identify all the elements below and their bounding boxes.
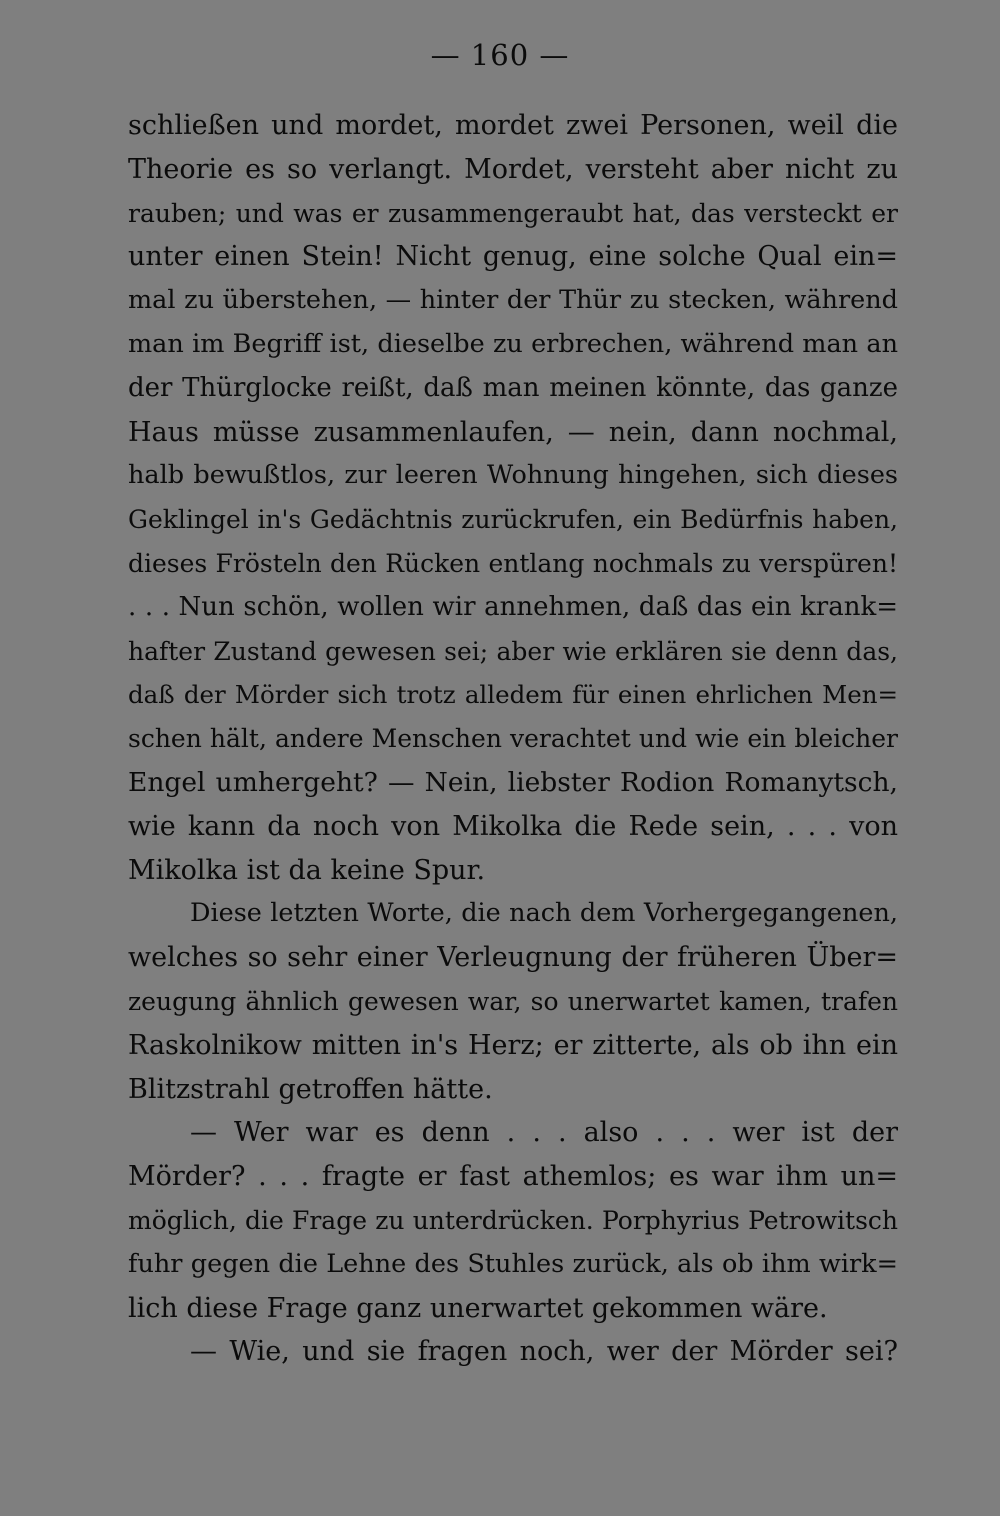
text-line: schließen und mordet, mordet zwei Personen, weil die <box>128 110 898 141</box>
text-line: möglich, die Frage zu unterdrücken. Porphyrius Petrowitsch <box>128 1205 898 1235</box>
text-line: hafter Zustand gewesen sei; aber wie erklären sie denn das, <box>128 636 898 666</box>
text-line: Geklingel in's Gedächtnis zurückrufen, ein Bedürfnis haben, <box>128 505 898 535</box>
text-line: Mörder? . . . fragte er fast athemlos; es war ihm un= <box>128 1161 898 1193</box>
text-line: Mikolka ist da keine Spur. <box>128 854 486 886</box>
text-line: halb bewußtlos, zur leeren Wohnung hingehen, sich dieses <box>128 460 898 491</box>
body-text <box>128 104 898 1374</box>
text-line: Diese letzten Worte, die nach dem Vorhergegangenen, <box>190 898 898 929</box>
text-line: . . . Nun schön, wollen wir annehmen, daß das ein krank= <box>128 591 898 622</box>
text-line: Blitzstrahl getroffen hätte. <box>128 1073 493 1105</box>
text-line: unter einen Stein! Nicht genug, eine solche Qual ein= <box>128 241 898 273</box>
text-line: wie kann da noch von Mikolka die Rede sein, . . . von <box>128 810 898 842</box>
text-line: daß der Mörder sich trotz alledem für einen ehrlichen Men= <box>128 680 898 710</box>
text-line: Raskolnikow mitten in's Herz; er zitterte, als ob ihn ein <box>128 1029 898 1061</box>
text-line: der Thürglocke reißt, daß man meinen könnte, das ganze <box>128 372 898 403</box>
text-line: man im Begriff ist, dieselbe zu erbrechen, während man an <box>128 328 898 359</box>
text-line: schen hält, andere Menschen verachtet und wie ein bleicher <box>128 724 898 754</box>
text-line: lich diese Frage ganz unerwartet gekommen wäre. <box>128 1292 828 1324</box>
text-line: — Wie, und sie fragen noch, wer der Mörder sei? <box>190 1336 898 1368</box>
text-line: Theorie es so verlangt. Mordet, versteht aber nicht zu <box>128 153 898 185</box>
text-line: zeugung ähnlich gewesen war, so unerwartet kamen, trafen <box>128 986 898 1016</box>
text-line: welches so sehr einer Verleugnung der früheren Über= <box>128 942 898 974</box>
text-line: fuhr gegen die Lehne des Stuhles zurück, als ob ihm wirk= <box>128 1248 898 1279</box>
text-line: — Wer war es denn . . . also . . . wer ist der <box>190 1117 898 1149</box>
text-line: Haus müsse zusammenlaufen, — nein, dann nochmal, <box>128 416 898 448</box>
page-number: — 160 — <box>430 38 570 72</box>
text-line: dieses Frösteln den Rücken entlang nochmals zu verspüren! <box>128 548 898 578</box>
text-line: rauben; und was er zusammengeraubt hat, das versteckt er <box>128 198 898 228</box>
text-line: Engel umhergeht? — Nein, liebster Rodion Romanytsch, <box>128 766 898 798</box>
text-line: mal zu überstehen, — hinter der Thür zu stecken, während <box>128 285 898 316</box>
